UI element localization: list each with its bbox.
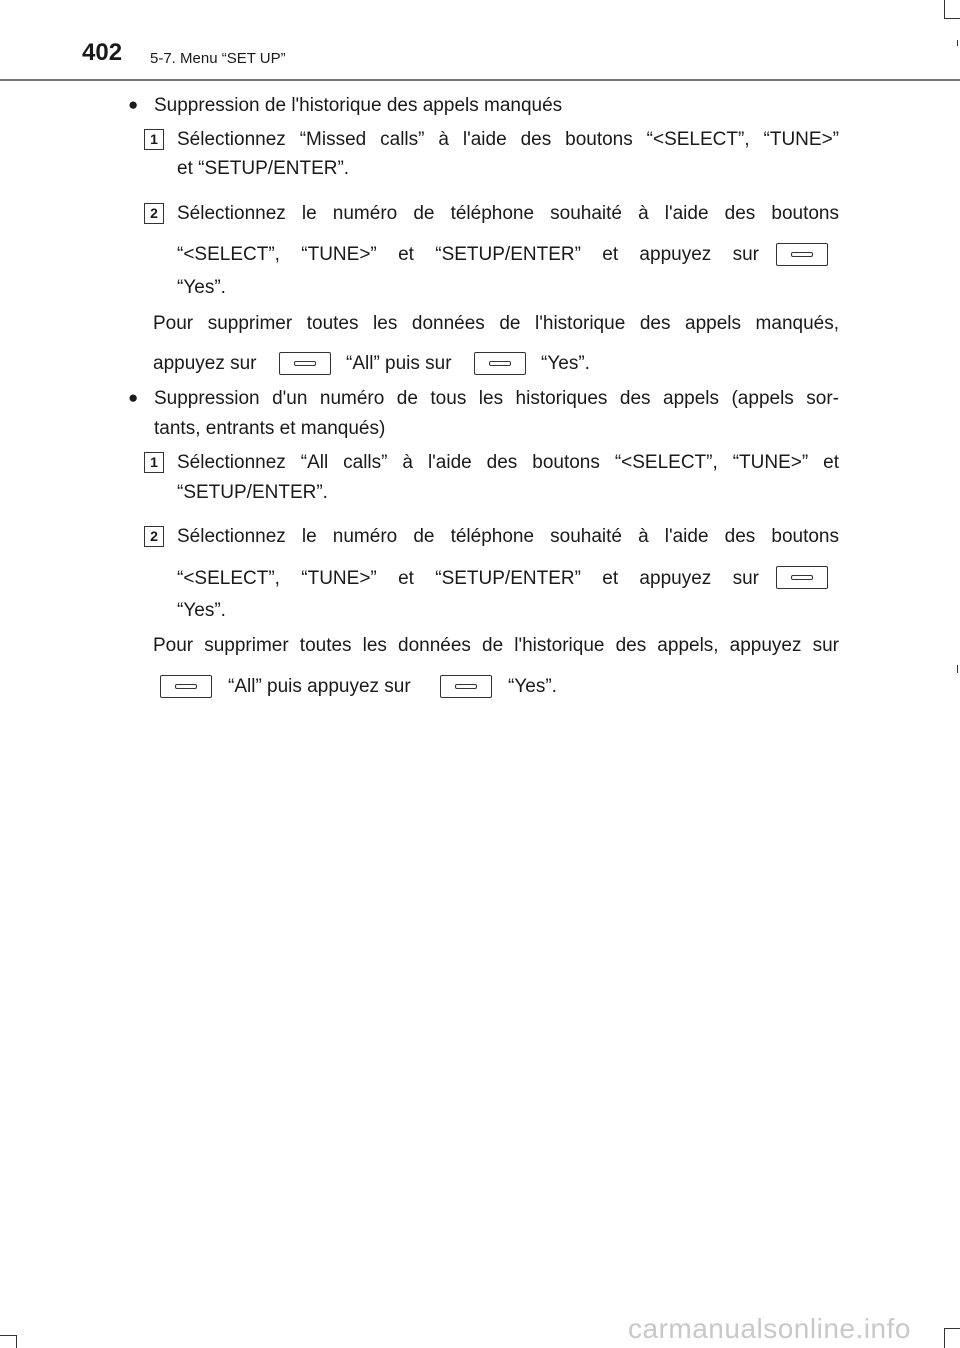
step-text: “Yes”. [177, 600, 226, 621]
step-number-badge: 1 [144, 129, 164, 150]
screen-button-icon [776, 566, 828, 589]
section-title: Suppression de l'historique des appels manqués [154, 95, 563, 116]
page-number: 402 [82, 39, 123, 66]
crop-mark [944, 1328, 945, 1348]
screen-button-icon [474, 352, 526, 375]
screen-button-icon [440, 675, 492, 698]
note-text: “All” puis appuyez sur [228, 676, 411, 697]
crop-mark [16, 1335, 17, 1348]
note-text: “All” puis sur [346, 353, 452, 374]
crop-mark [957, 40, 958, 46]
step-number-badge: 2 [144, 526, 164, 547]
screen-button-icon [160, 675, 212, 698]
screen-button-icon [279, 352, 331, 375]
screen-button-icon [776, 243, 828, 266]
crop-mark [944, 0, 945, 18]
note-text: Pour supprimer toutes les données de l'historique des appels, appuyez sur [153, 635, 839, 656]
step-text: et “SETUP/ENTER”. [177, 158, 350, 179]
note-text: “Yes”. [508, 676, 557, 697]
chapter-title: 5-7. Menu “SET UP” [150, 50, 286, 67]
bullet-icon: ● [128, 95, 139, 114]
section-title: Suppression d'un numéro de tous les historiques des appels (appels sor- [154, 388, 839, 409]
bullet-icon: ● [128, 388, 139, 407]
step-text: Sélectionnez le numéro de téléphone souhaité à l'aide des boutons [177, 203, 839, 224]
step-number-badge: 1 [144, 452, 164, 473]
step-text: Sélectionnez “All calls” à l'aide des boutons “<SELECT”, “TUNE>” et [177, 452, 839, 473]
step-text: Sélectionnez le numéro de téléphone souhaité à l'aide des boutons [177, 526, 839, 547]
crop-mark [0, 1335, 16, 1336]
section-title: tants, entrants et manqués) [154, 418, 386, 439]
crop-mark [944, 1328, 960, 1329]
header-divider [0, 79, 960, 81]
crop-mark [944, 18, 960, 19]
note-text: Pour supprimer toutes les données de l'historique des appels manqués, [153, 313, 839, 334]
watermark: carmanualsonline.info [628, 1313, 911, 1344]
step-text: “<SELECT”, “TUNE>” et “SETUP/ENTER” et appuyez sur [177, 568, 759, 589]
step-text: “Yes”. [177, 277, 226, 298]
step-number-badge: 2 [144, 203, 164, 224]
note-text: “Yes”. [541, 353, 590, 374]
step-text: Sélectionnez “Missed calls” à l'aide des boutons “<SELECT”, “TUNE>” [177, 129, 839, 150]
crop-mark [957, 665, 958, 673]
page-header [0, 0, 960, 82]
step-text: “<SELECT”, “TUNE>” et “SETUP/ENTER” et appuyez sur [177, 244, 759, 265]
step-text: “SETUP/ENTER”. [177, 482, 328, 503]
note-text: appuyez sur [153, 353, 257, 374]
